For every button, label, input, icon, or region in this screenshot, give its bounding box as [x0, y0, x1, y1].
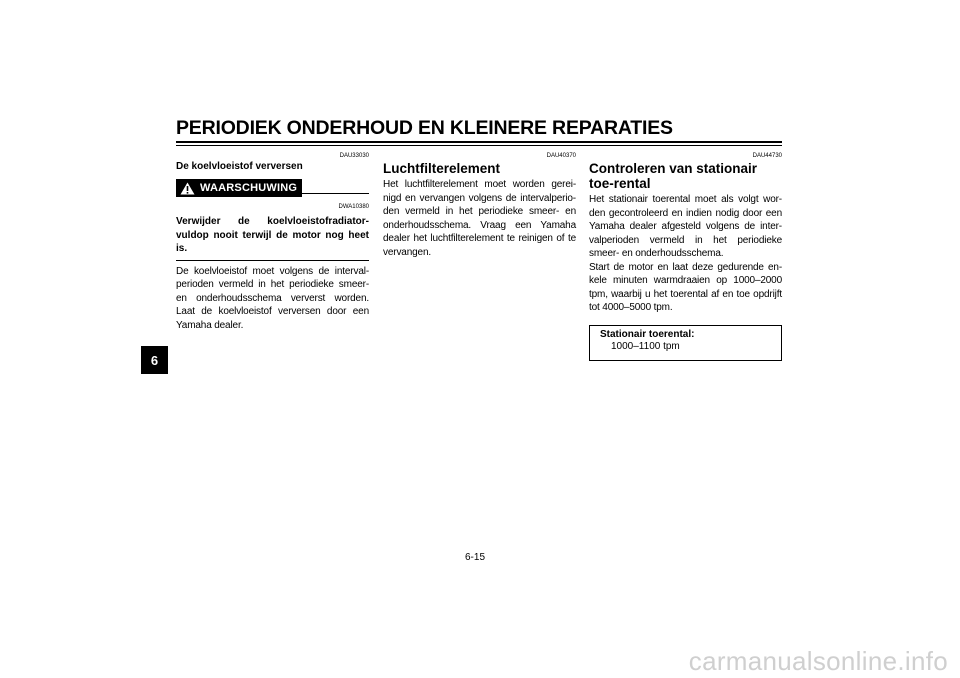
section-heading: Controleren van stationair toe-rental: [589, 161, 758, 191]
warning-triangle-icon: [180, 182, 195, 195]
warning-code: DWA10380: [338, 204, 369, 210]
warning-text: [176, 215, 369, 256]
section-code: DAU33030: [339, 153, 369, 159]
section-code: DAU44730: [752, 153, 782, 159]
section-heading: Luchtfilterelement: [383, 161, 501, 176]
section-body-1: Het stationair toerental moet als volgt wor-den gecontroleerd en indien nodig door een Yamaha dealer afgesteld volgens de inter-valperioden vermeld in het periodieke smeer- en onderhoudsschema.: [589, 194, 782, 259]
section-air-filter: [383, 152, 576, 259]
title-rule-thin: [176, 145, 782, 146]
warning-label-text: WAARSCHUWING: [200, 182, 298, 194]
warning-text-line2: vuldop nooit terwijl de motor nog heet is.: [176, 229, 369, 254]
spec-box: [589, 325, 782, 361]
warning-banner: [176, 179, 369, 197]
warning-text-line1: Verwijder de koelvloeistofradiator-: [176, 216, 369, 227]
title-rule: [176, 141, 782, 143]
warning-end-rule: [176, 260, 369, 261]
warning-label: [176, 179, 302, 197]
section-code: DAU40370: [546, 153, 576, 159]
section-body: Het luchtfilterelement moet worden gerei-nigd en vervangen volgens de intervalperio-den vermeld in het periodieke smeer- en onderhoudsschema. Vraag een Yamaha dealer het luchtfilterelement te reinigen of te vervangen.: [383, 179, 576, 258]
warning-rule: [302, 193, 369, 194]
section-body-2: Start de motor en laat deze gedurende en-kele minuten warmdraaien op 1000–2000 tpm, waarbij u het toerental af en toe opdrijft tot 4000–5000 tpm.: [589, 261, 782, 313]
section-heading: De koelvloeistof verversen: [176, 161, 303, 172]
spec-value: 1000–1100 tpm: [611, 340, 680, 352]
section-idle-speed: [589, 152, 782, 361]
section-body: De koelvloeistof moet volgens de interval-perioden vermeld in het periodieke smeer- en onderhoudsschema ververst worden. Laat de koelvloeistof verversen door een Yamaha dealer.: [176, 265, 369, 331]
footer-watermark: carmanualsonline.info: [688, 646, 948, 676]
page-title: PERIODIEK ONDERHOUD EN KLEINERE REPARATIES: [176, 117, 673, 139]
chapter-tab[interactable]: 6: [141, 346, 168, 374]
section-coolant: [176, 152, 369, 332]
spec-title: Stationair toerental:: [600, 328, 695, 340]
page-number: 6-15: [465, 552, 486, 563]
